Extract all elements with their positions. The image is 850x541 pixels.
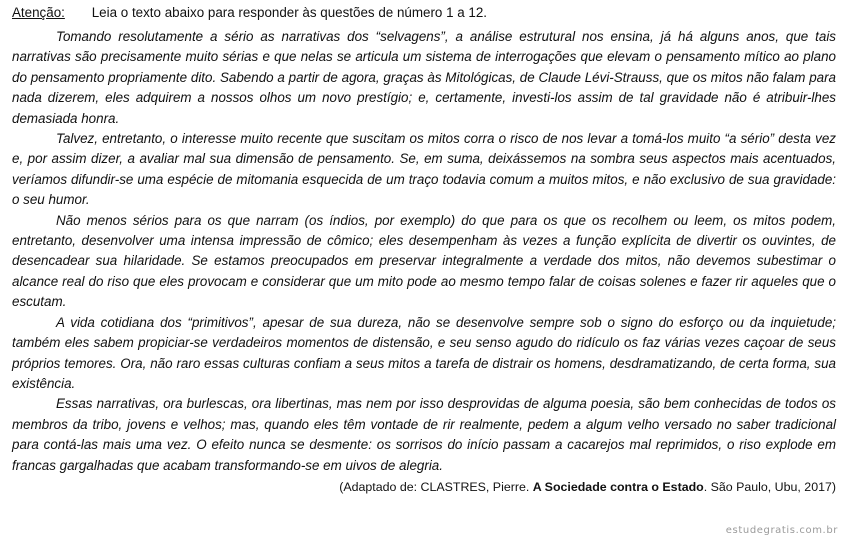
paragraph-3: Não menos sérios para os que narram (os índios, por exemplo) do que para os que os recolhem ou leem, os mitos podem, entretanto, desenvolver uma intensa impressão de cômico; eles desempenham às vezes a função explícita de divertir os ouvintes, de desencadear sua hilaridade. Se estamos preocupados em preservar integralmente a verdade dos mitos, não devemos subestimar o alcance real do riso que eles provocam e considerar que um mito pode ao mesmo tempo falar de coisas solenes e fazer rir aqueles que o escutam.	[12, 212, 836, 310]
source-citation	[12, 478, 836, 496]
citation-suffix: . São Paulo, Ubu, 2017)	[703, 479, 836, 494]
citation-title: A Sociedade contra o Estado	[532, 479, 704, 494]
attention-label: Atenção:	[12, 5, 65, 20]
citation-prefix: (Adaptado de: CLASTRES, Pierre.	[339, 479, 533, 494]
paragraph-1: Tomando resolutamente a sério as narrativas dos “selvagens”, a análise estrutural nos ensina, já há alguns anos, que tais narrativas são precisamente muito sérias e que nelas se articula um sistema de interrogações que elevam o pensamento mítico ao plano do pensamento propriamente dito. Sabendo a partir de agora, graças às Mitológicas, de Claude Lévi-Strauss, que os mitos não falam para nada dizerem, eles adquirem a nossos olhos um novo prestígio; e, certamente, investi-los assim de tal gravidade não é atribuir-lhes demasiada honra.	[12, 29, 836, 126]
paragraph-4: A vida cotidiana dos “primitivos”, apesar de sua dureza, não se desenvolve sempre sob o signo do esforço ou da inquietude; também eles sabem propiciar-se verdadeiros momentos de distensão, e seu senso agudo do ridículo os faz várias vezes caçoar de seus próprios temores. Ora, não raro essas culturas confiam a seus mitos a tarefa de distrair os homens, desdramatizando, de certa forma, sua existência.	[12, 314, 836, 391]
instruction-header	[12, 4, 836, 22]
passage-text	[12, 27, 836, 476]
document-page	[12, 4, 836, 496]
instruction-text: Leia o texto abaixo para responder às questões de número 1 a 12.	[91, 5, 488, 20]
paragraph-5: Essas narrativas, ora burlescas, ora libertinas, mas nem por isso desprovidas de alguma poesia, são bem conhecidas de todos os membros da tribo, jovens e velhos; mas, quando eles têm vontade de rir realmente, pedem a algum velho versado no saber tradicional para contá-las mais uma vez. O efeito nunca se desmente: os sorrisos do início passam a cacarejos mal reprimidos, o riso explode em francas gargalhadas que acabam transformando-se em uivos de alegria.	[12, 396, 836, 473]
site-watermark: estudegratis.com.br	[725, 525, 838, 536]
paragraph-2: Talvez, entretanto, o interesse muito recente que suscitam os mitos corra o risco de nos levar a tomá-los muito “a sério” desta vez e, por assim dizer, a avaliar mal sua dimensão de pensamento. Se, em suma, deixássemos na sombra seus aspectos mais acentuados, veríamos difundir-se uma espécie de mitomania esquecida de um traço todavia comum a muitos mitos, e não exclusivo de sua gravidade: o seu humor.	[12, 131, 836, 208]
